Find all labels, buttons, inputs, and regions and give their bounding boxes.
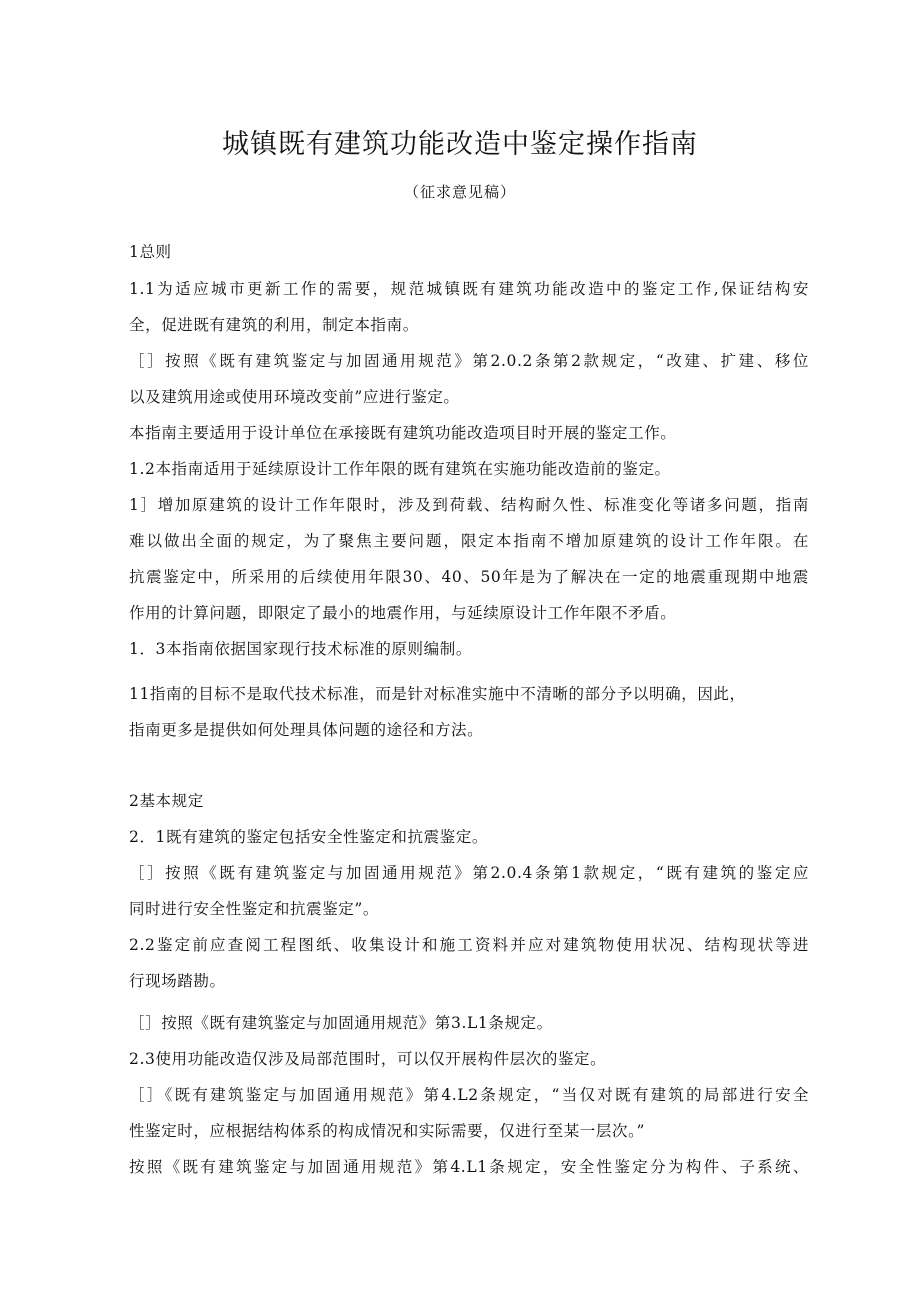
section-heading-basic-rules: 2基本规定 (129, 792, 204, 810)
paragraph-line: 2.3使用功能改造仅涉及局部范围时，可以仅开展构件层次的鉴定。 (129, 1050, 607, 1068)
paragraph-line: 按照《既有建筑鉴定与加固通用规范》第4.L1条规定，安全性鉴定分为构件、子系统、 (129, 1158, 809, 1176)
paragraph-line: 以及建筑用途或使用环境改变前”应进行鉴定。 (129, 388, 460, 406)
paragraph-line: 1.2本指南适用于延续原设计工作年限的既有建筑在实施功能改造前的鉴定。 (129, 460, 671, 478)
document-title: 城镇既有建筑功能改造中鉴定操作指南 (222, 129, 698, 160)
paragraph-line: 抗震鉴定中，所采用的后续使用年限30、40、50年是为了解决在一定的地震重现期中地震 (129, 568, 809, 586)
paragraph-line: 1.1为适应城市更新工作的需要，规范城镇既有建筑功能改造中的鉴定工作,保证结构安 (129, 280, 809, 298)
paragraph-line: 本指南主要适用于设计单位在承接既有建筑功能改造项目时开展的鉴定工作。 (129, 424, 677, 442)
paragraph-line: 全，促进既有建筑的利用，制定本指南。 (129, 316, 419, 334)
document-subtitle: （征求意见稿） (403, 183, 516, 201)
paragraph-line: ［］按照《既有建筑鉴定与加固通用规范》第3.L1条规定。 (129, 1014, 553, 1032)
paragraph-line: 难以做出全面的规定，为了聚焦主要问题，限定本指南不增加原建筑的设计工作年限。在 (129, 532, 809, 550)
paragraph-line: 作用的计算问题，即限定了最小的地震作用，与延续原设计工作年限不矛盾。 (129, 604, 677, 622)
paragraph-line: 11指南的目标不是取代技术标准，而是针对标准实施中不清晰的部分予以明确，因此， (129, 685, 746, 703)
paragraph-line: ［］按照《既有建筑鉴定与加固通用规范》第2.0.2条第2款规定，“改建、扩建、移位 (129, 352, 809, 370)
paragraph-line: 1］增加原建筑的设计工作年限时，涉及到荷载、结构耐久性、标准变化等诸多问题，指南 (129, 496, 809, 514)
paragraph-line: ［］按照《既有建筑鉴定与加固通用规范》第2.0.4条第1款规定，“既有建筑的鉴定应 (129, 864, 809, 882)
paragraph-line: 性鉴定时，应根据结构体系的构成情况和实际需要，仅进行至某一层次。” (129, 1122, 645, 1140)
paragraph-line: ［］《既有建筑鉴定与加固通用规范》第4.L2条规定，“当仅对既有建筑的局部进行安全 (129, 1086, 809, 1104)
paragraph-line: 2.2鉴定前应查阅工程图纸、收集设计和施工资料并应对建筑物使用状况、结构现状等进 (129, 936, 809, 954)
paragraph-line: 2．1既有建筑的鉴定包括安全性鉴定和抗震鉴定。 (129, 828, 489, 846)
paragraph-line: 同时进行安全性鉴定和抗震鉴定”。 (129, 900, 380, 918)
section-heading-general: 1总则 (129, 243, 172, 261)
paragraph-line: 指南更多是提供如何处理具体问题的途径和方法。 (129, 721, 484, 739)
paragraph-line: 行现场踏勘。 (129, 972, 226, 990)
paragraph-line: 1．3本指南依据国家现行技术标准的原则编制。 (129, 640, 472, 658)
